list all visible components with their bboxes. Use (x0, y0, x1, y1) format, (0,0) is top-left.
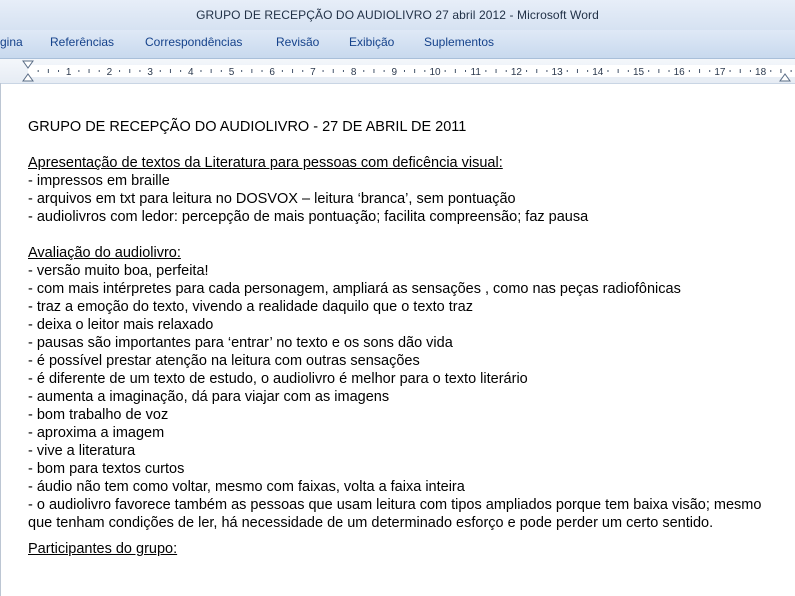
list-item: - versão muito boa, perfeita! (28, 263, 209, 279)
ruler-number: 2 (106, 67, 113, 78)
ribbon-tab-bar (0, 30, 795, 59)
ruler-number: 5 (228, 67, 235, 78)
page-left-edge (0, 83, 1, 596)
ruler-number: 18 (755, 67, 767, 78)
section-heading-avaliacao: Avaliação do audiolivro: (28, 245, 181, 261)
list-item: - arquivos em txt para leitura no DOSVOX – leitura ‘branca’, sem pontuação (28, 191, 516, 207)
list-item: - bom para textos curtos (28, 461, 185, 477)
ruler-number: 3 (147, 67, 153, 78)
list-item: - audiolivros com ledor: percepção de mais pontuação; facilita compreensão; faz pausa (28, 209, 589, 225)
list-item: - com mais intérpretes para cada personagem, ampliará as sensações , como nas peças radiofônicas (28, 281, 681, 297)
ruler-number: 12 (510, 67, 522, 78)
ruler-number: 1 (65, 67, 72, 78)
tab-exibicao[interactable]: Exibição (349, 35, 395, 49)
list-item: - é possível prestar atenção na leitura com outras sensações (28, 353, 420, 369)
ruler-number: 9 (391, 67, 398, 78)
ruler-number: 6 (269, 67, 275, 78)
tab-suplementos[interactable]: Suplementos (424, 35, 495, 49)
ruler-number: 11 (470, 67, 481, 78)
ruler-number: 4 (188, 67, 194, 78)
ruler-number: 8 (350, 67, 357, 78)
tab-correspondencias[interactable]: Correspondências (145, 35, 243, 49)
list-item: - o audiolivro favorece também as pessoas que usam leitura com tipos ampliados porque tem baixa visão; mesmo que tenham condições de ler, há necessidade de um determinado esforço e pode perder um certo sentido. (28, 497, 762, 531)
list-item: - impressos em braille (28, 173, 170, 189)
ruler-number: 16 (673, 67, 685, 78)
section-heading-apresentacao: Apresentação de textos da Literatura para pessoas com deficência visual: (28, 155, 503, 171)
ruler-number: 14 (592, 67, 604, 78)
ruler-scale (0, 59, 795, 83)
document-body[interactable] (28, 118, 788, 558)
ruler-number: 7 (310, 67, 316, 78)
document-title: GRUPO DE RECEPÇÃO DO AUDIOLIVRO - 27 DE ABRIL DE 2011 (28, 119, 467, 135)
section-heading-participantes: Participantes do grupo: (28, 541, 178, 557)
horizontal-ruler[interactable] (0, 59, 795, 84)
ruler-number: 13 (551, 67, 563, 78)
list-item: - aumenta a imaginação, dá para viajar com as imagens (28, 389, 390, 405)
ruler-number: 15 (632, 67, 645, 78)
list-item: - áudio não tem como voltar, mesmo com faixas, volta a faixa inteira (28, 479, 465, 495)
window-title: GRUPO DE RECEPÇÃO DO AUDIOLIVRO 27 abril 2012 - Microsoft Word (196, 8, 599, 22)
ruler-number: 17 (714, 67, 726, 78)
tab-revisao[interactable]: Revisão (276, 35, 320, 49)
list-item: - aproxima a imagem (28, 425, 165, 441)
tab-referencias[interactable]: Referências (50, 35, 115, 49)
list-item: - deixa o leitor mais relaxado (28, 317, 214, 333)
ruler-number: 10 (429, 67, 441, 78)
list-item: - traz a emoção do texto, vivendo a realidade daquilo que o texto traz (28, 299, 473, 315)
list-item: - é diferente de um texto de estudo, o audiolivro é melhor para o texto literário (28, 371, 528, 387)
list-item: - pausas são importantes para ‘entrar’ no texto e os sons dão vida (28, 335, 453, 351)
list-item: - bom trabalho de voz (28, 407, 169, 423)
list-item: - vive a literatura (28, 443, 136, 459)
window-title-bar (0, 0, 795, 30)
tab-pagina[interactable]: gina (0, 35, 23, 49)
paragraph-gap (28, 226, 788, 244)
paragraph-gap (28, 532, 788, 540)
